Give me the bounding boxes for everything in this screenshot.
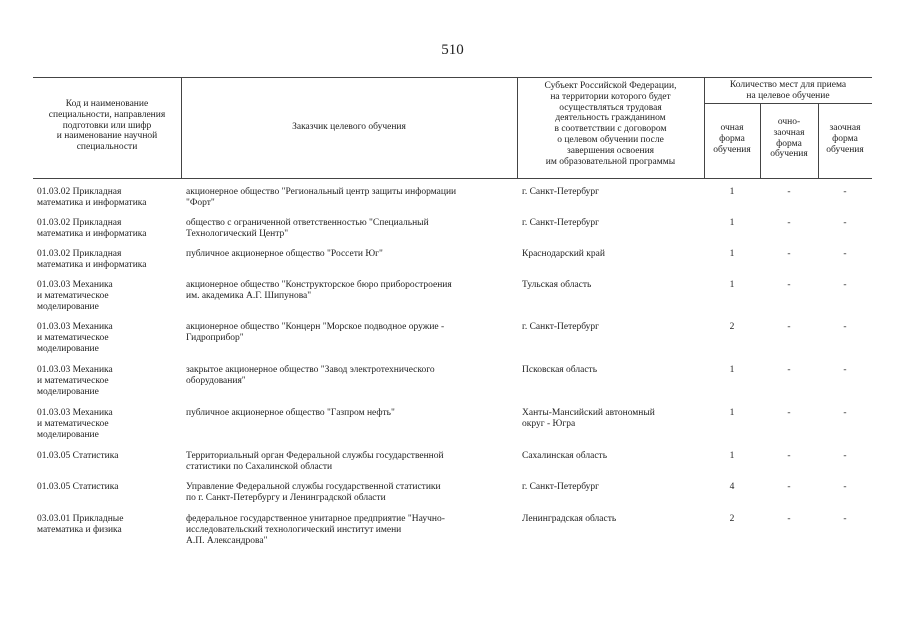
- cell-extramural: -: [843, 322, 847, 332]
- header-top-rule: [33, 77, 872, 78]
- cell-part-time: -: [787, 280, 791, 290]
- cell-region: Ленинградская область: [522, 514, 617, 524]
- cell-full-time: 1: [729, 451, 735, 461]
- cell-code: 01.03.03 Механика и математическое моделирование: [37, 280, 113, 312]
- cell-full-time: 2: [729, 322, 735, 332]
- cell-full-time: 4: [729, 482, 735, 492]
- cell-code: 01.03.03 Механика и математическое моделирование: [37, 365, 113, 397]
- cell-region: Псковская область: [522, 365, 598, 375]
- cell-extramural: -: [843, 514, 847, 524]
- cell-part-time: -: [787, 482, 791, 492]
- cell-part-time: -: [787, 322, 791, 332]
- cell-extramural: -: [843, 249, 847, 259]
- cell-part-time: -: [787, 514, 791, 524]
- header-bottom-rule: [33, 178, 872, 179]
- cell-customer: акционерное общество "Конструкторское бюро приборостроения им. академика А.Г. Шипунова": [186, 280, 452, 301]
- header-code: Код и наименование специальности, направления подготовки или шифр и наименование научной специальности: [48, 99, 166, 153]
- cell-customer: Управление Федеральной службы государственной статистики по г. Санкт-Петербургу и Ленинградской области: [186, 482, 441, 503]
- cell-part-time: -: [787, 218, 791, 228]
- cell-region: Краснодарский край: [522, 249, 605, 259]
- cell-code: 01.03.03 Механика и математическое моделирование: [37, 408, 113, 440]
- cell-customer: Территориальный орган Федеральной службы государственной статистики по Сахалинской области: [186, 451, 444, 472]
- cell-code: 01.03.02 Прикладная математика и информатика: [37, 249, 147, 270]
- cell-region: г. Санкт-Петербург: [522, 218, 600, 228]
- cell-region: Сахалинская область: [522, 451, 608, 461]
- cell-code: 03.03.01 Прикладные математика и физика: [37, 514, 124, 535]
- cell-full-time: 1: [729, 187, 735, 197]
- cell-extramural: -: [843, 280, 847, 290]
- cell-full-time: 2: [729, 514, 735, 524]
- cell-code: 01.03.02 Прикладная математика и информатика: [37, 218, 147, 239]
- cell-customer: публичное акционерное общество "Газпром нефть": [186, 408, 395, 418]
- cell-customer: закрытое акционерное общество "Завод электротехнического оборудования": [186, 365, 435, 386]
- cell-extramural: -: [843, 365, 847, 375]
- header-customer: Заказчик целевого обучения: [292, 122, 406, 132]
- cell-full-time: 1: [729, 408, 735, 418]
- cell-customer: общество с ограниченной ответственностью "Специальный Технологический Центр": [186, 218, 429, 239]
- header-part-time: очно- заочная форма обучения: [770, 117, 808, 160]
- cell-full-time: 1: [729, 218, 735, 228]
- page-number: 510: [441, 42, 464, 58]
- cell-extramural: -: [843, 408, 847, 418]
- cell-code: 01.03.05 Статистика: [37, 482, 119, 492]
- cell-part-time: -: [787, 249, 791, 259]
- cell-customer: акционерное общество "Концерн "Морское подводное оружие - Гидроприбор": [186, 322, 445, 343]
- cell-region: г. Санкт-Петербург: [522, 187, 600, 197]
- cell-full-time: 1: [729, 249, 735, 259]
- cell-code: 01.03.05 Статистика: [37, 451, 119, 461]
- header-full-time: очная форма обучения: [713, 123, 751, 155]
- cell-region: г. Санкт-Петербург: [522, 322, 600, 332]
- cell-code: 01.03.02 Прикладная математика и информатика: [37, 187, 147, 208]
- cell-code: 01.03.03 Механика и математическое моделирование: [37, 322, 113, 354]
- cell-customer: акционерное общество "Региональный центр защиты информации "Форт": [186, 187, 457, 208]
- cell-customer: федеральное государственное унитарное предприятие "Научно- исследовательский технологический институт имени А.П. Александрова": [186, 514, 445, 546]
- places-subheader-rule: [704, 103, 872, 104]
- cell-part-time: -: [787, 187, 791, 197]
- cell-customer: публичное акционерное общество "Россети Юг": [186, 249, 383, 259]
- cell-part-time: -: [787, 451, 791, 461]
- cell-full-time: 1: [729, 280, 735, 290]
- header-places: Количество мест для приема на целевое обучение: [729, 80, 847, 101]
- cell-region: г. Санкт-Петербург: [522, 482, 600, 492]
- cell-region: Ханты-Мансийский автономный округ - Югра: [522, 408, 655, 429]
- cell-extramural: -: [843, 482, 847, 492]
- cell-full-time: 1: [729, 365, 735, 375]
- header-region: Субъект Российской Федерации, на территории которого будет осуществляться трудовая деятельность гражданином в соответствии с договором о целевом обучении после завершения освоения им образовательной программы: [544, 81, 677, 167]
- cell-extramural: -: [843, 451, 847, 461]
- cell-region: Тульская область: [522, 280, 592, 290]
- header-extramural: заочная форма обучения: [826, 123, 864, 155]
- cell-part-time: -: [787, 408, 791, 418]
- cell-extramural: -: [843, 218, 847, 228]
- cell-extramural: -: [843, 187, 847, 197]
- cell-part-time: -: [787, 365, 791, 375]
